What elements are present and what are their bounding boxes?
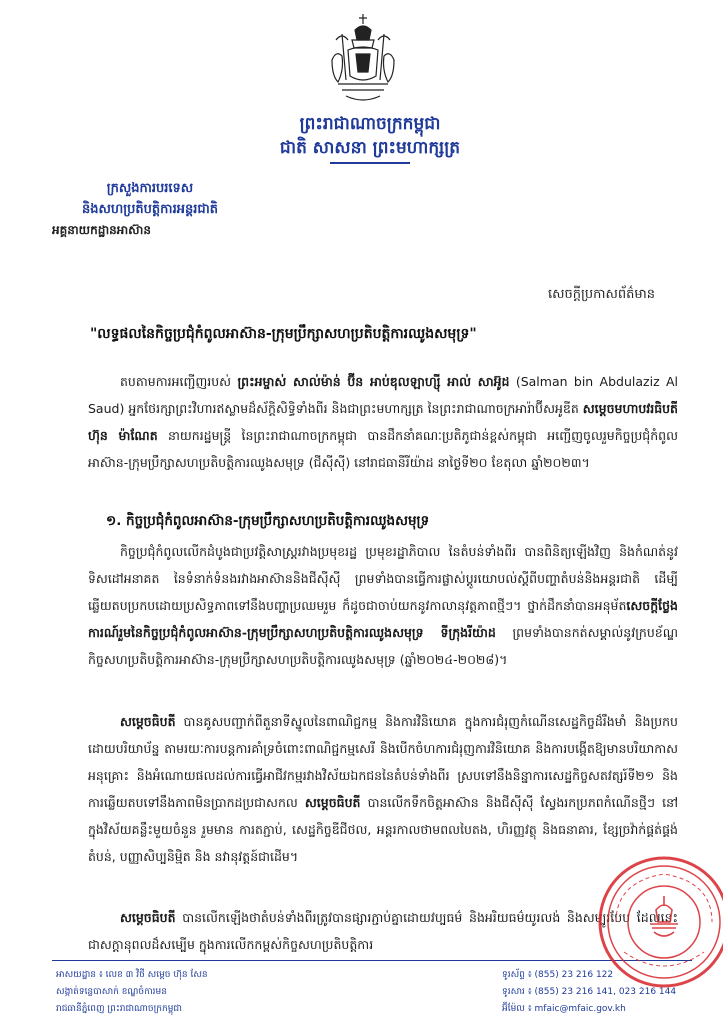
email-address: អ៊ីម៉ែល ៖ mfaic@mfaic.gov.kh	[502, 1004, 626, 1014]
address-line: អាសយដ្ឋាន ៖ លេខ ៣ វិថី សម្តេច ហ៊ុន សែន	[56, 970, 208, 980]
paragraph-text: បានលើកទឹកចិត្តអាស៊ាន និងជីស៊ីស៊ី ស្វែងរកប្រភពកំណើនថ្មីៗ នៅក្នុងវិស័យគន្លឹះមួយចំនួន រួមមាន ការតភ្ជាប់, សេដ្ឋកិច្ចឌីជីថល, អន្តរកាលថាមពលបៃតង, ហិរញ្ញវត្ថុ និងធនាគារ, ខ្សែច្រវ៉ាក់ផ្គត់ផ្គង់តំបន់, បញ្ញាសិប្បនិម្មិត និង នវានុវត្តន៍ជាដើម។	[88, 795, 678, 864]
paragraph-text: កិច្ចប្រជុំកំពូលលើកដំបូងជាប្រវត្តិសាស្ត្ររវាងប្រមុខរដ្ឋ ប្រមុខរដ្ឋាភិបាល នៃតំបន់ទាំងពីរ បានពិនិត្យឡើងវិញ និងកំណត់នូវទិសដៅអនាគត នៃទំនាក់ទំនងរវាងអាស៊ាននិងជីស៊ីស៊ី ព្រមទាំងបានធ្វើការផ្លាស់ប្តូរយោបល់ស្តីពីបញ្ហាតំបន់និងអន្តរជាតិ ដើម្បីឆ្លើយតបប្រកបដោយប្រសិទ្ធភាពទៅនឹងបញ្ហាប្រឈមរួម ក៏ដូចជាចាប់យកនូវកាលានុវត្តភាពថ្មីៗ។ ថ្នាក់ដឹកនាំបានអនុម័ត	[88, 544, 678, 613]
footer-address	[56, 967, 208, 1018]
fax-number: ទូរសារ ៖ (855) 23 216 141, 023 216 144	[502, 987, 677, 997]
intro-paragraph	[88, 368, 678, 476]
phone-number: ទូរស័ព្ទ ៖ (855) 23 216 122	[502, 970, 614, 980]
speaker-name: សម្តេចធិបតី	[120, 910, 176, 925]
speaker-name: សម្តេចធិបតី	[304, 795, 361, 810]
paragraph-text: ព្រមទាំងបានកត់សម្គាល់នូវក្របខ័ណ្ឌកិច្ចសហប្រតិបត្តិការអាស៊ាន-ក្រុមប្រឹក្សាសហប្រតិបត្តិការឈូងសមុទ្រ (ឆ្នាំ២០២៤-២០២៨)។	[88, 625, 678, 667]
address-line: រាជធានីភ្នំពេញ ព្រះរាជាណាចក្រកម្ពុជា	[56, 1004, 182, 1014]
kingdom-name: ព្រះរាជាណាចក្រកម្ពុជា	[299, 114, 441, 134]
intro-text: (Salman bin Abdulaziz Al Saud) អ្នកថែរក្សាព្រះវិហារឥស្លាមដ៏ស័ក្តិសិទ្ធិទាំងពីរ និងជាព្រះមហាក្សត្រ នៃព្រះរាជាណាចក្រអារ៉ាប៊ីសអូឌីត	[88, 374, 678, 416]
kingdom-header	[250, 112, 490, 164]
joint-statement-title: សេចក្តីថ្លែងការណ៍រួមនៃកិច្ចប្រជុំកំពូលអាស៊ាន-ក្រុមប្រឹក្សាសហប្រតិបត្តិការឈូងសមុទ្រ ទីក្រុងរីយ៉ាដ	[88, 598, 678, 640]
document-type: សេចក្តីប្រកាសព័ត៌មាន	[547, 287, 655, 302]
section-paragraph-1	[88, 538, 678, 673]
king-name: ព្រះអម្ចាស់ សាល់ម៉ាន់ ប៊ីន អាប់ឌុលឡាហ្ស៊ី អាល់ សាអ៊ូដ	[237, 374, 510, 389]
directorate-name: អគ្គនាយកដ្ឋានអាស៊ាន	[52, 223, 152, 237]
speaker-name: សម្តេចធិបតី	[120, 714, 176, 729]
official-stamp-seal-icon	[594, 852, 723, 992]
paragraph-text: បានគូសបញ្ជាក់ពីតួនាទីស្នូលនៃពាណិជ្ជកម្ម និងការវិនិយោគ ក្នុងការជំរុញកំណើនសេដ្ឋកិច្ចដ៏រឹងមាំ និងប្រកបដោយបរិយាប័ន្ន តាមរយៈការបន្តការគាំទ្រចំពោះពាណិជ្ជកម្មសេរី និងបើកចំហការជំរុញការវិនិយោគ និងការបង្កើតឱ្យមានបរិយាកាសអនុគ្រោះ និងអំណោយផលដល់ការធ្វើអាជីវកម្មរវាងវិស័យឯកជននៃតំបន់ទាំងពីរ ស្របទៅនឹងនិន្នាការសេដ្ឋកិច្ចសតវត្សរ៍ទី២១ និងការឆ្លើយតបទៅនឹងភាពមិនប្រាកដប្រជាសកល	[88, 714, 678, 810]
kingdom-motto: ជាតិ សាសនា ព្រះមហាក្សត្រ	[279, 138, 461, 158]
prime-minister-name: សម្តេចមហាបវរធិបតី ហ៊ុន ម៉ាណែត	[88, 401, 678, 443]
intro-text: តបតាមការអញ្ជើញរបស់	[120, 374, 238, 389]
section-paragraph-2	[88, 708, 678, 870]
address-line: សង្កាត់ទន្លេបាសាក់ ខណ្ឌចំការមន	[56, 987, 167, 997]
royal-arms-emblem-icon	[322, 10, 404, 106]
ministry-name-line2: និងសហប្រតិបត្តិការអន្តរជាតិ	[82, 202, 218, 217]
intro-text: នាយករដ្ឋមន្ត្រី នៃព្រះរាជាណាចក្រកម្ពុជា បានដឹកនាំគណៈប្រតិភូជាន់ខ្ពស់កម្ពុជា អញ្ជើញចូលរួមកិច្ចប្រជុំកំពូលអាស៊ាន-ក្រុមប្រឹក្សាសហប្រតិបត្តិការឈូងសមុទ្រ (ជីស៊ីស៊ី) នៅរាជធានីរីយ៉ាដ នាថ្ងៃទី២០ ខែតុលា ឆ្នាំ២០២៣។	[88, 428, 678, 470]
section-paragraph-3	[88, 904, 678, 958]
ministry-name-line1: ក្រសួងការបរទេស	[106, 181, 194, 196]
ministry-block	[30, 178, 270, 220]
document-title: "លទ្ធផលនៃកិច្ចប្រជុំកំពូលអាស៊ាន-ក្រុមប្រឹក្សាសហប្រតិបត្តិការឈូងសមុទ្រ"	[90, 326, 477, 342]
header-divider	[330, 162, 410, 164]
section-heading: ១. កិច្ចប្រជុំកំពូលអាស៊ាន-ក្រុមប្រឹក្សាសហប្រតិបត្តិការឈូងសមុទ្រ	[106, 513, 430, 529]
paragraph-text: បានលើកឡើងថាតំបន់ទាំងពីរត្រូវបានផ្សារភ្ជាប់គ្នាដោយវប្បធម៌ និងអរិយធម៌យូរលង់ និងសម្បូរបែប ដែលនេះជាសក្តានុពលដ៏សម្បើម ក្នុងការលើកកម្ពស់កិច្ចសហប្រតិបត្តិការ	[88, 910, 678, 952]
